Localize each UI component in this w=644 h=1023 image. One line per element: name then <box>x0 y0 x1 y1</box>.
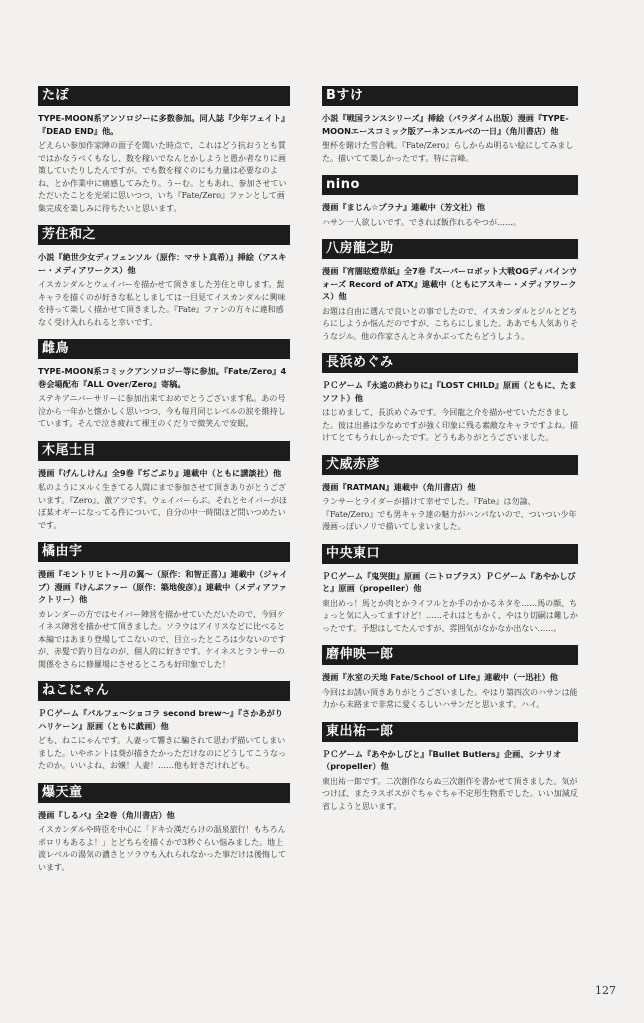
contributor-name: ねこにゃん <box>38 681 290 701</box>
contributor-comment: ランサーとライダーが描けて幸せでした。『Fate』は勿論、『Fate/Zero』でも男キャラ達の魅力がハンパないので、ついつい少年漫画っぽいノリで描いてしまいました。 <box>322 497 577 531</box>
contributor-works: ＰＣゲーム『永遠の終わりに』『LOST CHILD』原画（ともに、たまソフト）他 <box>322 380 577 403</box>
contributor-comment: 東出めっ！馬とか肉とかライフルとか手のかかるネタを……馬の顔、ちょっと気に入ってますけど！……それはともかく、やはり切嗣は難しかったです。予想はしてたんですが、雰囲気がなかなか出ない……。 <box>322 598 578 633</box>
contributor-name: 八房龍之助 <box>322 239 578 259</box>
contributor-comment: イスカンダルとウェイバーを描かせて頂きました芳住と申します。髭キャラを描くのが好きな私としましては一目見てイスカンダルに興味を持って楽しく描かせて頂きました。『Fate』ファンの方々に違和感なく受け入れられると幸いです。 <box>38 280 286 327</box>
contributor-comment: ども、ねこにゃんです。人妻って響きに騙されて思わず描いてしまいました。いやホントは葵が描きたかっただけなのにどうしてこうなったのか。いいよね、お嬢！人妻！……他も好きだけれども。 <box>38 736 286 770</box>
contributor-name: Bすけ <box>322 86 578 106</box>
contributor-name: 芳住和之 <box>38 225 290 245</box>
contributor-comment: ステキアニバーサリーに参加出来ておめでとうございます私。あの号泣から一年かと懐かしく思いつつ、今も毎月同じレベルの涙を維持しています。そんで泣き疲れて裸王のくだりで微笑んで安眠。 <box>38 394 286 428</box>
contributor-works: TYPE-MOON系コミックアンソロジー等に参加。『Fate/Zero』4巻会場配布『ALL Over/Zero』寄稿。 <box>38 366 287 389</box>
contributor-works: ＰＣゲーム『パルフェ～ショコラ second brew～』『さかあがりハリケーン』原画（ともに戯画）他 <box>38 708 283 731</box>
contributor-comment: お題は自由に選んで良いとの事でしたので、イスカンダルとジルとどちらにしようか悩んだのですが、こちらにしました。ああでも人気ありそうなジル。他の作家さんとネタかぶってたらどうしよう。 <box>322 306 578 341</box>
contributor-entry <box>322 722 578 814</box>
contributor-entry <box>322 455 578 534</box>
right-column <box>322 86 578 813</box>
contributor-comment: イスカンダルや時臣を中心に「ドキ☆漢だらけの温泉旅行！もちろんポロリもあるよ！」とどちらを描くかで3秒ぐらい悩みました。地上波レベルの湯気の濃さとソラウも入れられなかった事だけは後悔しています。 <box>38 825 286 872</box>
contributor-entry <box>322 645 578 712</box>
contributor-works: 漫画『氷室の天地 Fate/School of Life』連載中（一迅社）他 <box>322 672 558 682</box>
contributor-name: 雌鳥 <box>38 339 290 359</box>
contributor-name: 木尾士目 <box>38 441 290 461</box>
contributor-name: 磨伸映一郎 <box>322 645 578 665</box>
contributor-name: 東出祐一郎 <box>322 722 578 742</box>
contributor-name: 長浜めぐみ <box>322 353 578 373</box>
contributor-comment: カレンダーの方ではセイバー陣営を描かせていただいたので、今回ケイネス陣営を描かせて頂きました。ソラウはアイリスなどに比べると本編ではあまり登場してこないので、目立ったところは少ないのですが、赤髪で釣り目なのが、個人的に好きです。ケイネスとランサーの関係をさらに修羅場にさせるところも好印象でした！ <box>38 609 286 669</box>
contributor-comment: はじめまして、長浜めぐみです。今回龍之介を描かせていただきました。彼は出番は少なめですが強く印象に残る素敵なキャラですよね。描けてとてもうれしかったです。どうもありがとうございました。 <box>322 408 578 442</box>
contributor-name: たぽ <box>38 86 290 106</box>
contributor-entry <box>322 239 578 343</box>
contributor-entry <box>38 225 290 329</box>
contributor-works: 漫画『しるバ』全2巻（角川書店）他 <box>38 809 175 820</box>
contributor-works: ＰＣゲーム『鬼哭街』原画（ニトロプラス）ＰＣゲーム『あやかしびと』原画（propeller）他 <box>322 570 576 593</box>
contributor-works: 漫画『モントリヒト～月の翼～（原作：和智正喜）』連載中（ジャイブ）漫画『けんぷファー（原作：築地俊彦）』連載中（メディアファクトリー）他 <box>38 569 288 604</box>
contributor-entry <box>38 86 290 215</box>
contributor-name: 犬威赤彦 <box>322 455 578 475</box>
contributor-comment: 今回はお誘い頂きありがとうございました。やはり第四次のハサンは能力から末路まで非常に愛くるしいハサンだと思います。ハイ。 <box>322 687 578 709</box>
contributor-name: nino <box>322 175 578 195</box>
contributor-entry <box>38 783 290 875</box>
contributor-works: 小説『戦国ランスシリーズ』挿絵（パラダイム出版）漫画『TYPE-MOONエースコミック版アーネンエルベの一日』（角川書店）他 <box>322 113 569 136</box>
contributor-comment: どえらい参加作家陣の面子を聞いた時点で、これはどう抗おうとも質ではかなうべくもなし、数を稼いでなんとかしようと愚か者なりに画策していたりしたんですが。でも数を稼ぐのにも力量は必要なのよね、とか作業中に痛感してみたり。うーむ。ともあれ、参加させていただいたことを光栄に思いつつ、いち『Fate/Zero』ファンとして画集完成を楽しみに待ちたいと思います。 <box>38 141 287 213</box>
contributor-entry <box>38 542 290 671</box>
contributor-works: 漫画『げんしけん』全9巻『ぢごぷり』連載中（ともに講談社）他 <box>38 467 282 478</box>
contributor-name: 中央東口 <box>322 544 578 564</box>
contributor-entry <box>322 175 578 229</box>
contributor-comment: 東出祐一郎です。二次創作ならぬ三次創作を書かせて頂きました。気がつけば、またラスボスがぐちゃぐちゃ不定形生物系でした。いい加減反省しようと思います。 <box>322 776 578 811</box>
left-column <box>38 86 290 874</box>
contributor-works: 漫画『RATMAN』連載中（角川書店）他 <box>322 481 476 492</box>
contributor-entry <box>322 86 578 165</box>
contributor-works: 小説『絶世少女ディフェンソル（原作：マサト真希）』挿絵（アスキー・メディアワークス）他 <box>38 252 287 275</box>
contributor-comment: 私のようにヌルく生きてる人間にまで参加させて頂きありがとうございます。『Zero』、激アツです。ウェイバーらぶ。それとセイバーがほぼ某オギーになってる件について、自分の中一時間ほど問いつめたいです。 <box>38 483 287 530</box>
contributor-entry <box>38 339 290 431</box>
contributor-entry <box>38 681 290 773</box>
contributor-name: 爆天童 <box>38 783 290 803</box>
contributor-entry <box>322 544 578 636</box>
contributor-works: 漫画『まじん☆プラナ』連載中（芳文社）他 <box>322 202 485 212</box>
contributor-name: 橘由宇 <box>38 542 290 562</box>
contributor-works: 漫画『宵闇眩燈草紙』全7巻『スーパーロボット大戦OGディバインウォーズ Record of ATX』連載中（ともにアスキー・メディアワークス）他 <box>322 266 578 301</box>
page-number: 127 <box>595 984 616 997</box>
contributor-comment: ハサン一人欲しいです。できれば飯作れるやつが……。 <box>322 217 521 227</box>
contributor-comment: 聖杯を賭けた雪合戦。『Fate/Zero』らしからぬ明るい絵にしてみました。描いてて楽しかったです。特に言峰。 <box>322 141 574 163</box>
contributor-works: TYPE-MOON系アンソロジーに多数参加。同人誌『少年フェイト』『DEAD END』他。 <box>38 113 290 136</box>
contributor-works: ＰＣゲーム『あやかしびと』『Bullet Butlers』企画、シナリオ（propeller）他 <box>322 748 562 771</box>
contributor-entry <box>38 441 290 533</box>
contributor-entry <box>322 353 578 445</box>
